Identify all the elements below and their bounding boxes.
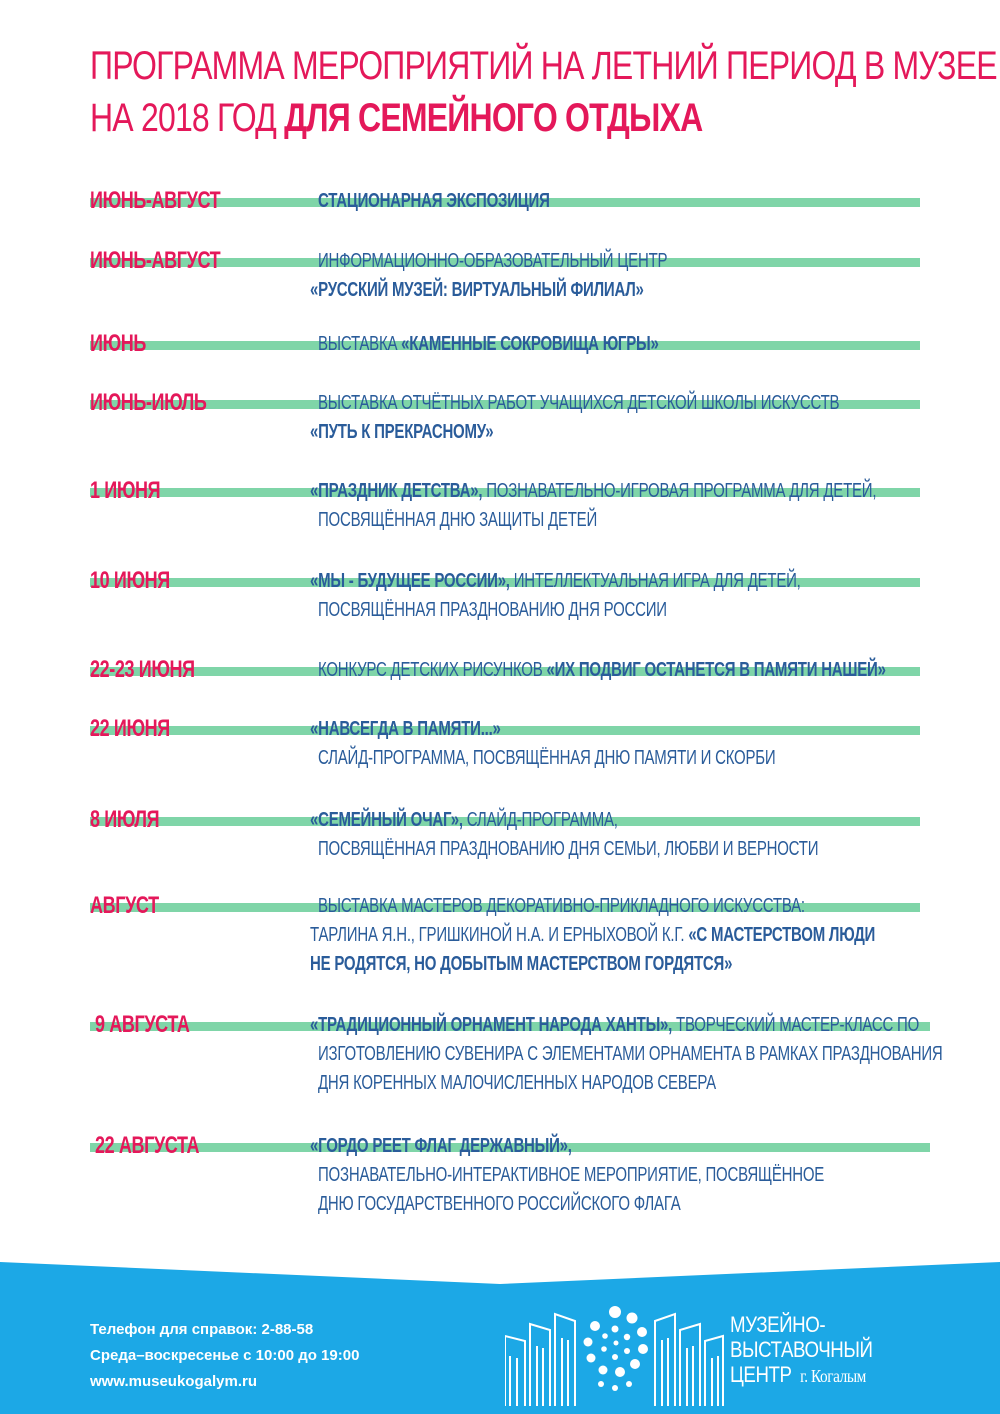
event-description-line — [310, 807, 618, 834]
event-text: ВЫСТАВКА ОТЧЁТНЫХ РАБОТ УЧАЩИХСЯ ДЕТСКОЙ ШКОЛЫ ИСКУССТВ — [318, 392, 840, 414]
event-text: СЛАЙД-ПРОГРАММА, ПОСВЯЩЁННАЯ ДНЮ ПАМЯТИ И СКОРБИ — [318, 747, 776, 769]
event-text: СЛАЙД-ПРОГРАММА, — [466, 809, 618, 831]
event-date: 1 ИЮНЯ — [90, 477, 161, 504]
event-description-line — [318, 188, 550, 215]
event-description-line — [318, 390, 839, 417]
museum-logo-text — [730, 1312, 872, 1389]
title-line-1: ПРОГРАММА МЕРОПРИЯТИЙ НА ЛЕТНИЙ ПЕРИОД В МУЗЕЕ — [90, 44, 997, 88]
logo-line-1: МУЗЕЙНО- — [730, 1312, 826, 1337]
event-description-line — [318, 1070, 716, 1097]
event-title-text: «ПУТЬ К ПРЕКРАСНОМУ» — [310, 421, 494, 443]
event-date: 10 ИЮНЯ — [90, 567, 170, 594]
event-description-line — [318, 745, 775, 772]
museum-logo-icon — [505, 1296, 725, 1411]
event-date: 22-23 ИЮНЯ — [90, 656, 195, 683]
website-link[interactable]: www.museukogalym.ru — [90, 1373, 257, 1390]
logo-line-2: ВЫСТАВОЧНЫЙ — [730, 1337, 873, 1362]
event-description-line — [310, 951, 732, 978]
event-text: ПОЗНАВАТЕЛЬНО-ИНТЕРАКТИВНОЕ МЕРОПРИЯТИЕ, ПОСВЯЩЁННОЕ — [318, 1164, 825, 1186]
event-title-text: СТАЦИОНАРНАЯ ЭКСПОЗИЦИЯ — [318, 190, 550, 212]
event-text: ДНЯ КОРЕННЫХ МАЛОЧИСЛЕННЫХ НАРОДОВ СЕВЕРА — [318, 1072, 716, 1094]
event-text: ПОЗНАВАТЕЛЬНО-ИГРОВАЯ ПРОГРАММА ДЛЯ ДЕТЕЙ, — [486, 480, 877, 502]
event-description-line — [318, 597, 667, 624]
contacts — [90, 1317, 359, 1395]
title-strong: ДЛЯ СЕМЕЙНОГО ОТДЫХА — [284, 96, 703, 140]
event-text: КОНКУРС ДЕТСКИХ РИСУНКОВ — [318, 659, 547, 681]
event-text: ПОСВЯЩЁННАЯ ПРАЗДНОВАНИЮ ДНЯ СЕМЬИ, ЛЮБВИ И ВЕРНОСТИ — [318, 838, 819, 860]
event-date: 22 АВГУСТА — [95, 1132, 200, 1159]
event-title-text: «С МАСТЕРСТВОМ ЛЮДИ — [688, 924, 876, 946]
event-description-line — [310, 478, 876, 505]
event-description-line — [310, 277, 644, 304]
event-description-line — [318, 1162, 824, 1189]
event-text: ВЫСТАВКА МАСТЕРОВ ДЕКОРАТИВНО-ПРИКЛАДНОГО ИСКУССТВА: — [318, 895, 805, 917]
event-title-text: «ИХ ПОДВИГ ОСТАНЕТСЯ В ПАМЯТИ НАШЕЙ» — [546, 659, 886, 681]
event-title-text: «РУССКИЙ МУЗЕЙ: ВИРТУАЛЬНЫЙ ФИЛИАЛ» — [310, 279, 644, 301]
event-description-line — [310, 568, 801, 595]
footer — [0, 1262, 1000, 1414]
event-date: ИЮНЬ-АВГУСТ — [90, 187, 221, 214]
event-date: ИЮНЬ-ИЮЛЬ — [90, 389, 207, 416]
event-date: ИЮНЬ — [90, 330, 146, 357]
hours-text: Среда–воскресенье с 10:00 до 19:00 — [90, 1347, 360, 1364]
event-description-line — [318, 657, 886, 684]
event-date: 8 ИЮЛЯ — [90, 806, 160, 833]
event-date: АВГУСТ — [90, 892, 159, 919]
event-description-line — [310, 922, 875, 949]
event-title-text: НЕ РОДЯТСЯ, НО ДОБЫТЫМ МАСТЕРСТВОМ ГОРДЯТСЯ» — [310, 953, 733, 975]
event-text: ДНЮ ГОСУДАРСТВЕННОГО РОССИЙСКОГО ФЛАГА — [318, 1193, 681, 1215]
event-text: ИЗГОТОВЛЕНИЮ СУВЕНИРА С ЭЛЕМЕНТАМИ ОРНАМЕНТА В РАМКАХ ПРАЗДНОВАНИЯ — [318, 1043, 943, 1065]
event-description-line — [310, 716, 501, 743]
event-description-line — [310, 1012, 919, 1039]
event-text: ПОСВЯЩЁННАЯ ДНЮ ЗАЩИТЫ ДЕТЕЙ — [318, 509, 598, 531]
event-text: ПОСВЯЩЁННАЯ ПРАЗДНОВАНИЮ ДНЯ РОССИИ — [318, 599, 667, 621]
event-text: ИНТЕЛЛЕКТУАЛЬНАЯ ИГРА ДЛЯ ДЕТЕЙ, — [513, 570, 801, 592]
event-title-text: «КАМЕННЫЕ СОКРОВИЩА ЮГРЫ» — [401, 333, 659, 355]
event-description-line — [318, 893, 805, 920]
event-description-line — [310, 419, 493, 446]
logo-city: г. Когалым — [800, 1366, 866, 1386]
event-description-line — [318, 836, 818, 863]
event-title-text: «ПРАЗДНИК ДЕТСТВА», — [310, 480, 487, 502]
event-date: ИЮНЬ-АВГУСТ — [90, 247, 221, 274]
event-title-text: «ГОРДО РЕЕТ ФЛАГ ДЕРЖАВНЫЙ», — [310, 1135, 572, 1157]
event-description-line — [318, 1191, 680, 1218]
event-description-line — [318, 507, 597, 534]
event-text: ТАРЛИНА Я.Н., ГРИШКИНОЙ Н.А. И ЕРНЫХОВОЙ К.Г. — [310, 924, 689, 946]
page-title — [90, 40, 997, 144]
event-highlight-band — [90, 726, 920, 735]
footer-wave-shape — [0, 1262, 1000, 1302]
title-prefix: НА 2018 ГОД — [90, 96, 285, 140]
event-date: 22 ИЮНЯ — [90, 715, 170, 742]
title-line-2 — [90, 92, 794, 144]
event-description-line — [318, 248, 667, 275]
logo-center: ЦЕНТР — [730, 1362, 792, 1387]
event-description-line — [310, 1133, 572, 1160]
phone-text: Телефон для справок: 2-88-58 — [90, 1321, 314, 1338]
event-title-text: «ТРАДИЦИОННЫЙ ОРНАМЕНТ НАРОДА ХАНТЫ», — [310, 1014, 677, 1036]
event-text: ТВОРЧЕСКИЙ МАСТЕР-КЛАСС ПО — [676, 1014, 920, 1036]
event-date: 9 АВГУСТА — [95, 1011, 190, 1038]
event-description-line — [318, 331, 659, 358]
event-title-text: «НАВСЕГДА В ПАМЯТИ...» — [310, 718, 501, 740]
event-title-text: «МЫ - БУДУЩЕЕ РОССИИ», — [310, 570, 514, 592]
event-title-text: «СЕМЕЙНЫЙ ОЧАГ», — [310, 809, 467, 831]
event-description-line — [318, 1041, 943, 1068]
event-text: ИНФОРМАЦИОННО-ОБРАЗОВАТЕЛЬНЫЙ ЦЕНТР — [318, 250, 668, 272]
logo-line-3 — [730, 1362, 872, 1389]
event-text: ВЫСТАВКА — [318, 333, 402, 355]
